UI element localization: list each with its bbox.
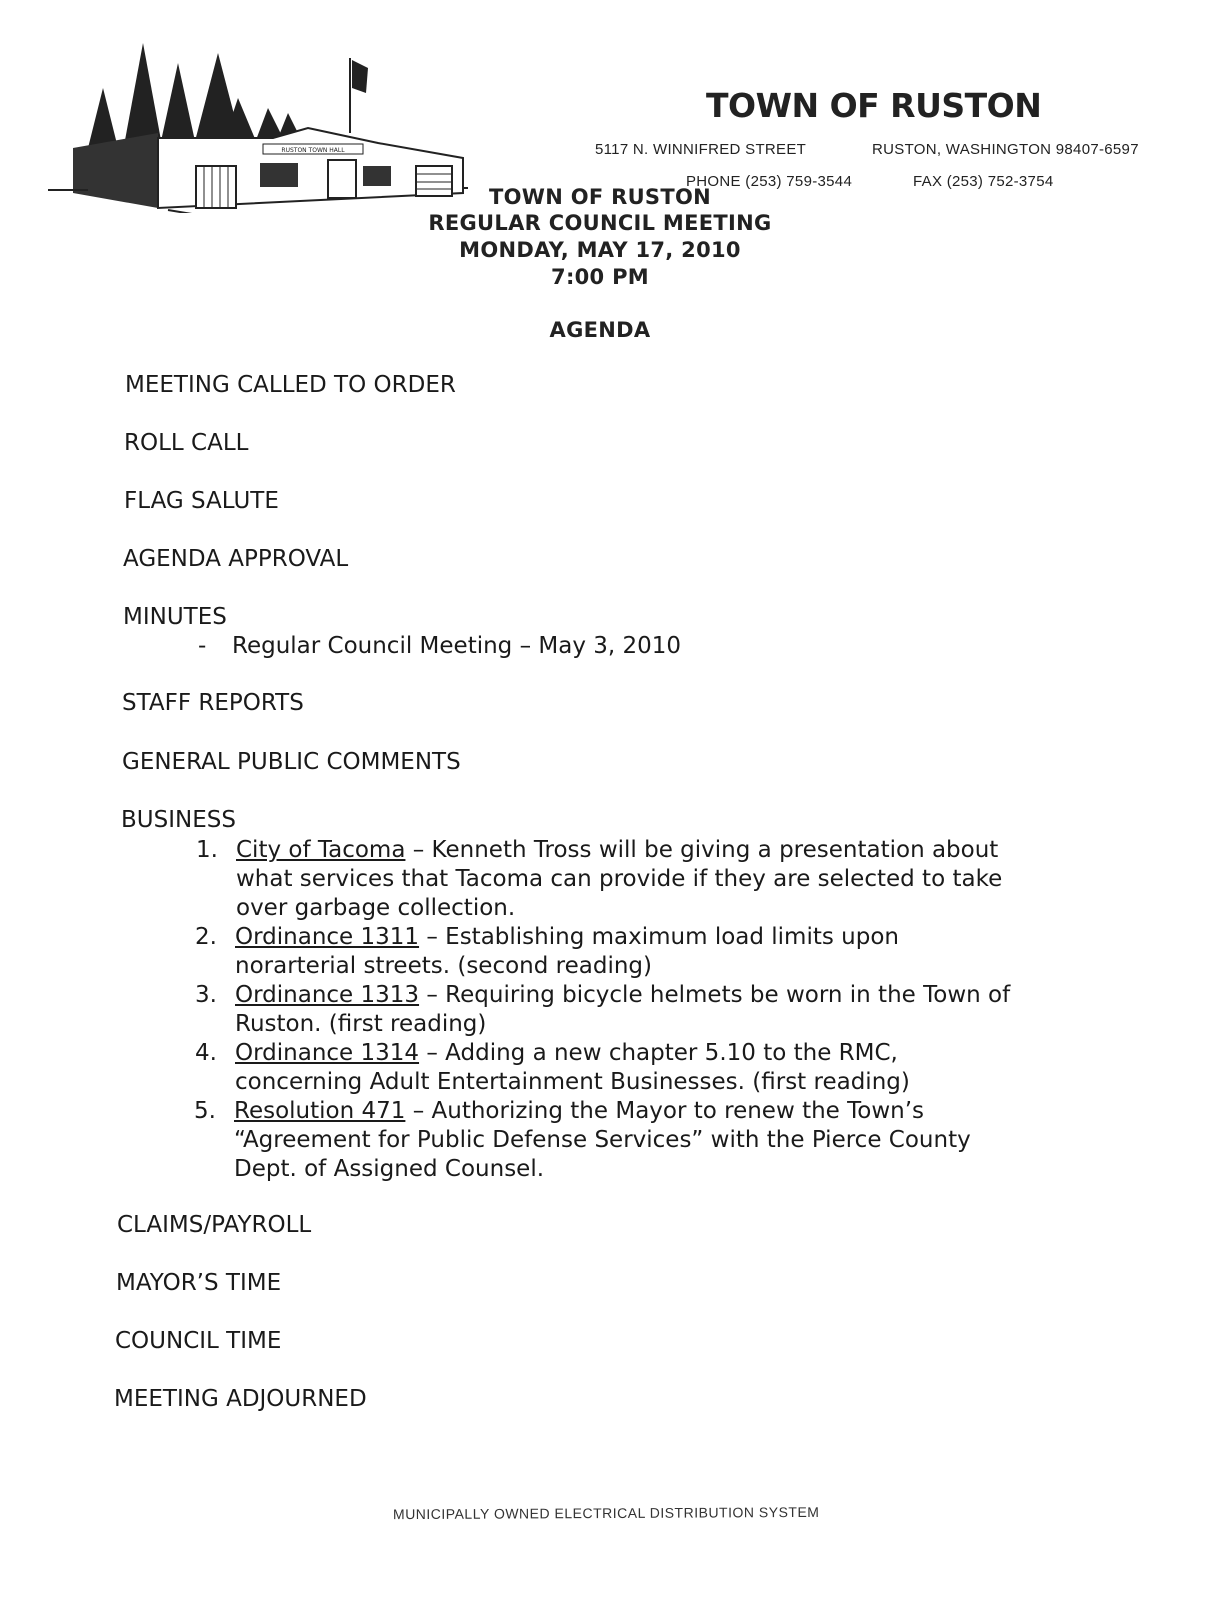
footer-note: MUNICIPALLY OWNED ELECTRICAL DISTRIBUTION SYSTEM — [392, 1503, 820, 1523]
business-item-4 — [195, 1039, 910, 1097]
item-text: Dept. of Assigned Counsel. — [234, 1156, 545, 1182]
business-item-5 — [194, 1097, 971, 1184]
item-text: – Authorizing the Mayor to renew the Town’s — [405, 1098, 925, 1124]
section-public-comments: GENERAL PUBLIC COMMENTS — [122, 749, 461, 775]
logo-sign-text: RUSTON TOWN HALL — [281, 147, 345, 154]
section-called-to-order: MEETING CALLED TO ORDER — [125, 372, 456, 398]
item-text: norarterial streets. (second reading) — [235, 953, 652, 979]
item-text: “Agreement for Public Defense Services” with the Pierce County — [234, 1127, 971, 1153]
section-staff-reports: STAFF REPORTS — [122, 690, 304, 716]
meeting-date: MONDAY, MAY 17, 2010 — [459, 238, 741, 262]
letterhead-title: TOWN OF RUSTON — [706, 86, 1042, 125]
section-minutes: MINUTES — [123, 604, 227, 630]
letterhead-street: 5117 N. WINNIFRED STREET — [595, 141, 807, 158]
agenda-heading: AGENDA — [549, 318, 651, 342]
section-meeting-adjourned: MEETING ADJOURNED — [114, 1386, 367, 1412]
item-number: 2. — [195, 924, 217, 950]
item-number: 4. — [195, 1040, 217, 1066]
minutes-bullet: - — [198, 633, 207, 659]
item-title: City of Tacoma — [236, 837, 406, 863]
item-text: over garbage collection. — [236, 895, 516, 921]
section-mayors-time: MAYOR’S TIME — [116, 1270, 282, 1296]
letterhead-city: RUSTON, WASHINGTON 98407-6597 — [872, 141, 1139, 158]
item-title: Resolution 471 — [234, 1098, 406, 1124]
section-flag-salute: FLAG SALUTE — [124, 488, 279, 514]
item-text: what services that Tacoma can provide if they are selected to take — [236, 866, 1003, 892]
item-text: – Requiring bicycle helmets be worn in the Town of — [419, 982, 1011, 1008]
item-text: – Establishing maximum load limits upon — [419, 924, 899, 950]
section-council-time: COUNCIL TIME — [115, 1328, 282, 1354]
item-text: – Adding a new chapter 5.10 to the RMC, — [419, 1040, 898, 1066]
item-text: Ruston. (first reading) — [235, 1011, 487, 1037]
section-claims-payroll: CLAIMS/PAYROLL — [117, 1212, 312, 1238]
business-item-1 — [196, 836, 1002, 923]
section-business: BUSINESS — [121, 807, 236, 833]
minutes-item: Regular Council Meeting – May 3, 2010 — [232, 633, 682, 659]
item-title: Ordinance 1313 — [235, 982, 420, 1008]
item-text: – Kenneth Tross will be giving a presentation about — [405, 837, 999, 863]
section-agenda-approval: AGENDA APPROVAL — [123, 546, 349, 572]
item-title: Ordinance 1314 — [235, 1040, 420, 1066]
business-item-2 — [195, 923, 899, 981]
business-item-3 — [195, 981, 1010, 1039]
section-roll-call: ROLL CALL — [124, 430, 249, 456]
meeting-org: TOWN OF RUSTON — [488, 185, 712, 209]
item-number: 3. — [195, 982, 217, 1008]
letterhead-phone: PHONE (253) 759-3544 — [686, 173, 853, 190]
meeting-type: REGULAR COUNCIL MEETING — [428, 211, 772, 235]
item-title: Ordinance 1311 — [235, 924, 420, 950]
item-text: concerning Adult Entertainment Businesses. (first reading) — [235, 1069, 910, 1095]
item-number: 5. — [194, 1098, 216, 1124]
letterhead-fax: FAX (253) 752-3754 — [913, 173, 1054, 190]
item-number: 1. — [196, 837, 218, 863]
meeting-time: 7:00 PM — [551, 265, 649, 289]
